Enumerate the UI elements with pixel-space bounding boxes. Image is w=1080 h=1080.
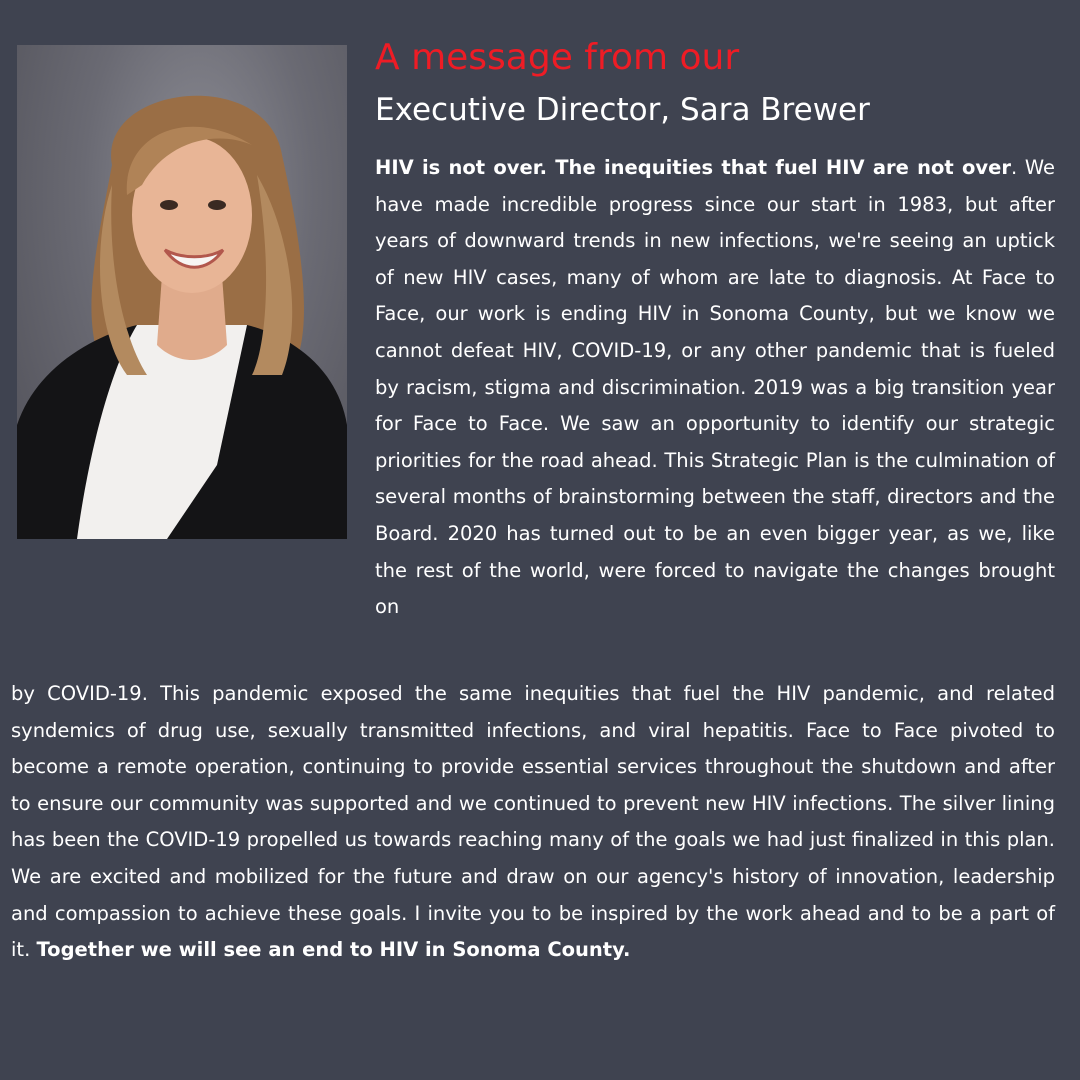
message-bold-intro: HIV is not over. The inequities that fuel HIV are not over: [375, 156, 1011, 179]
message-body-bottom: by COVID-19. This pandemic exposed the same inequities that fuel the HIV pandemic, and related syndemics of drug use, sexually transmitted infections, and viral hepatitis. Face to Face pivoted to become a remote operation, continuing to provide essential services throughout the shutdown and after to ensure our community was supported and we continued to prevent new HIV infections. The silver lining has been the COVID-19 propelled us towards reaching many of the goals we had just finalized in this plan. We are excited and mobilized for the future and draw on our agency's history of innovation, leadership and compassion to achieve these goals. I invite you to be inspired by the work ahead and to be a part of it.: [11, 682, 1055, 962]
message-paragraph-top: [375, 150, 1055, 626]
heading-director-name: Executive Director, Sara Brewer: [375, 92, 870, 128]
director-portrait-photo: [17, 45, 347, 539]
portrait-illustration: [17, 45, 347, 539]
message-paragraph-bottom: [11, 676, 1055, 969]
heading-intro: A message from our: [375, 37, 740, 78]
message-intro-period: .: [1010, 156, 1018, 179]
message-bold-closing: Together we will see an end to HIV in Sonoma County.: [36, 938, 631, 962]
message-body-top: We have made incredible progress since our start in 1983, but after years of downward trends in new infections, we're seeing an uptick of new HIV cases, many of whom are late to diagnosis. At Face to Face, our work is ending HIV in Sonoma County, but we know we cannot defeat HIV, COVID-19, or any other pandemic that is fueled by racism, stigma and discrimination. 2019 was a big transition year for Face to Face. We saw an opportunity to identify our strategic priorities for the road ahead. This Strategic Plan is the culmination of several months of brainstorming between the staff, directors and the Board. 2020 has turned out to be an even bigger year, as we, like the rest of the world, were forced to navigate the changes brought on: [375, 156, 1055, 619]
